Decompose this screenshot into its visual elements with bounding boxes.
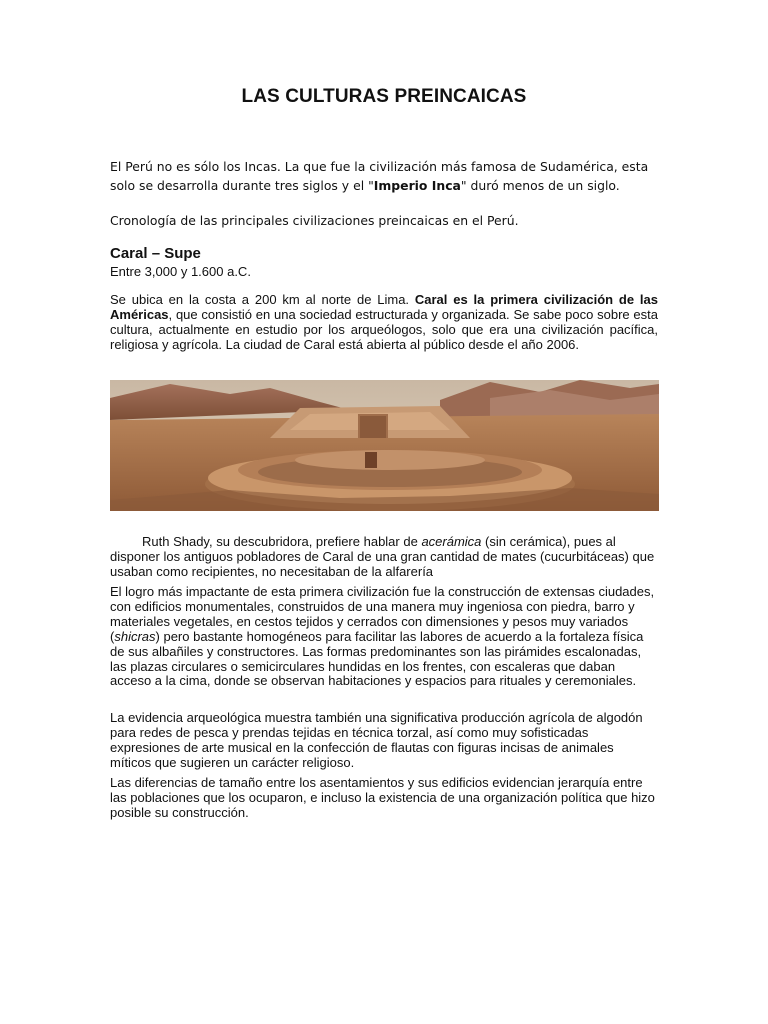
caral-photo <box>110 380 659 511</box>
shady-paragraph <box>110 535 658 580</box>
evidence-paragraph: La evidencia arqueológica muestra también una significativa producción agrícola de algodón para redes de pesca y prendas tejidas en técnica torzal, así como muy sofisticadas expresiones de arte musical en la confección de flautas con figuras incisas de animales míticos que sugieren un carácter religioso. <box>110 710 643 770</box>
shady-italic-term: acerámica <box>421 534 482 549</box>
shady-text-b: (sin cerámica), pues al disponer los antiguos pobladores de Caral de una gran cantidad de mates (cucurbitáceas) que usaban como recipientes, no necesitaban de la alfarería <box>110 534 655 579</box>
location-text-a: Se ubica en la costa a 200 km al norte de Lima. <box>110 292 415 307</box>
shady-text-a: Ruth Shady, su descubridora, prefiere hablar de <box>142 534 422 549</box>
intro-emphasis: Imperio Inca <box>373 178 461 193</box>
intro-text-a: El Perú no es sólo los Incas. La que fue la civilización más famosa de Sudamérica, esta solo se desarrolla durante tres siglos y el " <box>110 159 649 193</box>
achievements-text-a: El logro más impactante de esta primera civilización fue la construcción de extensas ciudades, con edificios monumentales, construidos de una manera muy ingeniosa con piedra, barro y materiales vegetales, en cestos tejidos y cerrados con dimensiones y pesos muy variados ( <box>110 584 655 644</box>
differences-paragraph: Las diferencias de tamaño entre los asentamientos y sus edificios evidencian jerarquía entre las poblaciones que los ocuparon, e incluso la existencia de una organización política que hizo posible su construcción. <box>110 775 655 820</box>
intro-paragraph <box>110 157 658 195</box>
section-heading: Caral – Supe <box>110 245 201 262</box>
caral-landscape-illustration <box>110 380 659 511</box>
location-paragraph <box>110 293 658 353</box>
location-text-b: , que consistió en una sociedad estructurada y organizada. Se sabe poco sobre esta cultura, actualmente en estudio por los arqueólogos, solo que era una civilización pacífica, religiosa y agrícola. La ciudad de Caral está abierta al público desde el año 2006. <box>110 306 658 352</box>
location-emphasis: Caral es la primera civilización de las Américas <box>110 292 658 322</box>
section-dates: Entre 3,000 y 1.600 a.C. <box>110 264 251 279</box>
achievements-text-b: ) pero bastante homogéneos para facilitar las labores de acuerdo a la fortaleza física de sus albañiles y constructores. Las formas predominantes son las pirámides escalonadas, las plazas circulares o semicirculares hundidas en los frentes, con escaleras que daban acceso a la cima, donde se observan habitaciones y espacios para rituales y ceremoniales. <box>110 628 644 689</box>
achievements-paragraph <box>110 585 658 689</box>
chronology-intro: Cronología de las principales civilizaciones preincaicas en el Perú. <box>110 213 519 228</box>
document-title: LAS CULTURAS PREINCAICAS <box>241 86 527 107</box>
intro-text-b: " duró menos de un siglo. <box>460 178 620 193</box>
achievements-italic-term: shicras <box>114 628 156 644</box>
